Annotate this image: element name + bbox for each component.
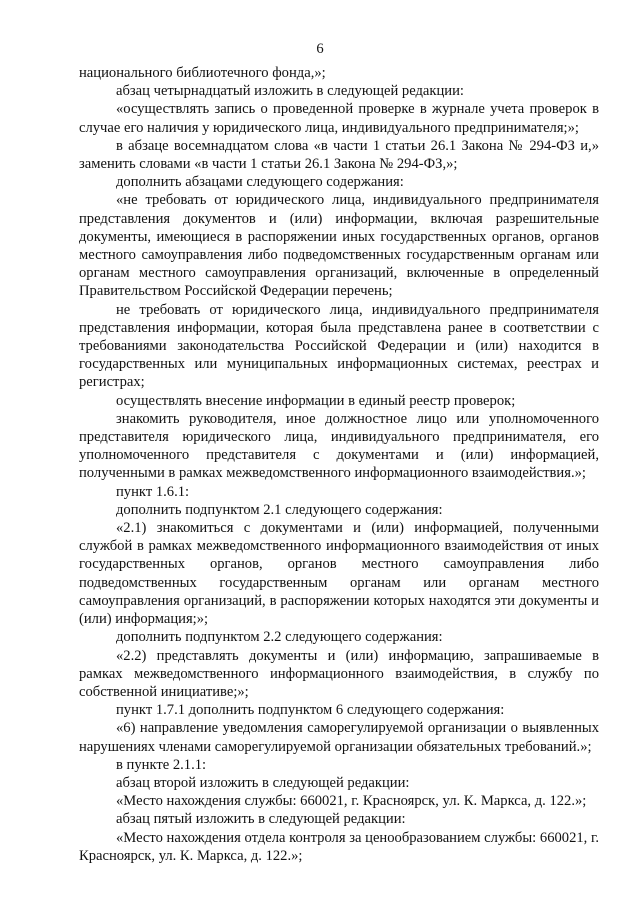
- paragraph: «Место нахождения отдела контроля за ценообразованием службы: 660021, г. Красноярск, ул. К. Маркса, д. 122.»;: [79, 829, 599, 864]
- paragraph: дополнить абзацами следующего содержания:: [116, 174, 404, 191]
- paragraph: «2.2) представлять документы и (или) информацию, запрашиваемые в рамках межведомственного информационного взаимодействия, в службу по собственной инициативе;»;: [79, 647, 599, 700]
- paragraph: абзац второй изложить в следующей редакции:: [116, 774, 410, 791]
- paragraph: «6) направление уведомления саморегулируемой организации о выявленных нарушениях членами саморегулируемой организации обязательных требований.»;: [79, 720, 599, 755]
- paragraph: не требовать от юридического лица, индивидуального предпринимателя представления информации, которая была представлена ранее в соответствии с требованиями законодательства Российской Федерации и (или) находится в государственных или муниципальных информационных системах, реестрах и регистрах;: [79, 301, 599, 391]
- paragraph-continuation: национального библиотечного фонда,»;: [79, 65, 326, 81]
- paragraph: в абзаце восемнадцатом слова «в части 1 статьи 26.1 Закона № 294-ФЗ и,» заменить словами «в части 1 статьи 26.1 Закона № 294-ФЗ,»;: [79, 137, 599, 173]
- paragraph: «Место нахождения службы: 660021, г. Красноярск, ул. К. Маркса, д. 122.»;: [116, 793, 587, 810]
- paragraph: абзац четырнадцатый изложить в следующей редакции:: [116, 83, 464, 100]
- paragraph: пункт 1.6.1:: [116, 483, 190, 500]
- paragraph: абзац пятый изложить в следующей редакции:: [116, 811, 406, 828]
- paragraph: в пункте 2.1.1:: [116, 756, 207, 773]
- paragraph: осуществлять внесение информации в единый реестр проверок;: [116, 392, 516, 409]
- paragraph: «не требовать от юридического лица, индивидуального предпринимателя представления документов и (или) информации, включая разрешительные документы, имеющиеся в распоряжении иных государственных органов, органов местного самоуправления либо подведомственных государственным органам или органам местного самоуправления организаций, включенные в определенный Правительством Российской Федерации перечень;: [79, 192, 599, 300]
- paragraph: «2.1) знакомиться с документами и (или) информацией, полученными службой в рамках межведомственного информационного взаимодействия от иных государственных органов, органов местного самоуправления либо подведомственных государственным органам или органам местного самоуправления организаций, в распоряжении которых находятся эти документы и (или) информация;»;: [79, 520, 599, 628]
- page-number: 6: [316, 41, 324, 57]
- paragraph: пункт 1.7.1 дополнить подпунктом 6 следующего содержания:: [116, 702, 505, 719]
- paragraph: дополнить подпунктом 2.2 следующего содержания:: [116, 629, 443, 646]
- paragraph: «осуществлять запись о проведенной проверке в журнале учета проверок в случае его наличия у юридического лица, индивидуального предпринимателя;»;: [79, 101, 599, 136]
- paragraph: знакомить руководителя, иное должностное лицо или уполномоченного представителя юридического лица, индивидуального предпринимателя, его уполномоченного представителя с документами и (или) информацией, полученными в рамках межведомственного информационного взаимодействия.»;: [79, 410, 599, 482]
- paragraph: дополнить подпунктом 2.1 следующего содержания:: [116, 501, 443, 518]
- document-body: [79, 64, 599, 865]
